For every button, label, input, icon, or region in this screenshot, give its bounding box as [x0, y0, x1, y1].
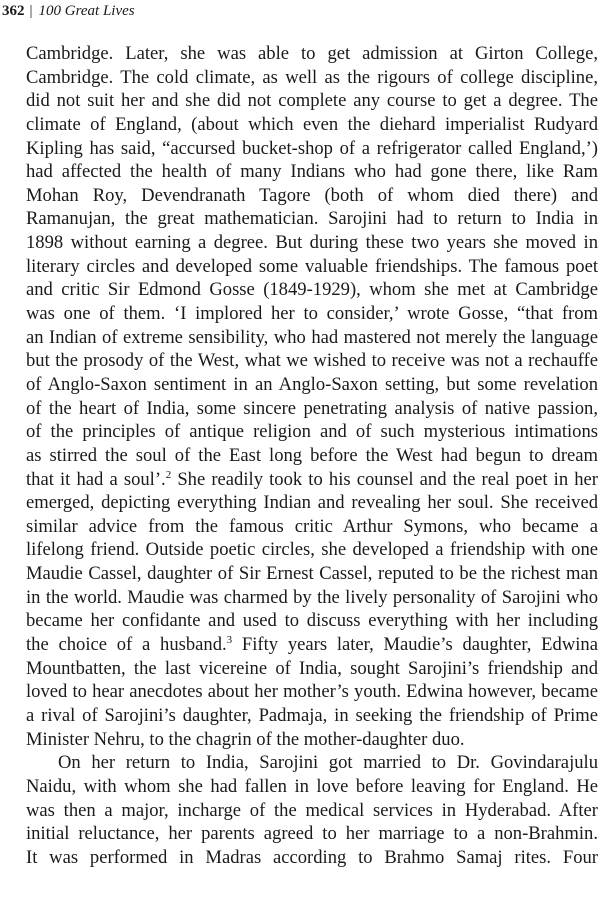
text-line: lifelong friend. Outside poetic circles, she developed a friendship with one: [26, 539, 598, 561]
text-line: emerged, depicting everything Indian and revealing her soul. She received: [26, 492, 598, 514]
text-line: loved to hear anecdotes about her mother’s youth. Edwina however, became: [26, 681, 598, 703]
text-line: was then a major, incharge of the medical services in Hyderabad. After: [26, 799, 598, 821]
text-line: a rival of Sarojini’s daughter, Padmaja, in seeking the friendship of Prime: [26, 704, 598, 726]
text-line: climate of England, (about which even the diehard imperialist Rudyard: [26, 113, 598, 135]
text-line: 1898 without earning a degree. But during these two years she moved in: [26, 232, 598, 254]
text-line: in the world. Maudie was charmed by the lively personality of Sarojini who: [26, 586, 598, 608]
text-fragment: Fifty years later, Maudie’s daughter, Edwina: [232, 634, 598, 656]
text-line: Mountbatten, the last vicereine of India, sought Sarojini’s friendship and: [26, 657, 598, 679]
text-line: literary circles and developed some valuable friendships. The famous poet: [26, 255, 598, 277]
text-line: Ramanujan, the great mathematician. Sarojini had to return to India in: [26, 208, 598, 230]
text-line: became her confidante and used to discuss everything with her including: [26, 610, 598, 632]
text-line: and critic Sir Edmond Gosse (1849-1929), whom she met at Cambridge: [26, 279, 598, 301]
text-line: but the prosody of the West, what we wished to receive was not a rechauffe: [26, 350, 598, 372]
text-line: Minister Nehru, to the chagrin of the mother-daughter duo.: [26, 728, 465, 750]
text-line: Naidu, with whom she had fallen in love before leaving for England. He: [26, 775, 598, 797]
running-head: [2, 0, 135, 22]
text-fragment: the choice of a husband.: [26, 634, 227, 656]
text-line: It was performed in Madras according to Brahmo Samaj rites. Four: [26, 846, 598, 868]
text-line: had affected the health of many Indians who had gone there, like Ram: [26, 161, 598, 183]
text-line: Maudie Cassel, daughter of Sir Ernest Cassel, reputed to be the richest man: [26, 563, 598, 585]
text-line: Cambridge. The cold climate, as well as the rigours of college discipline,: [26, 66, 598, 88]
text-line: Cambridge. Later, she was able to get admission at Girton College,: [26, 43, 598, 64]
book-title: 100 Great Lives: [38, 3, 135, 19]
text-line: Kipling has said, “accursed bucket-shop of a refrigerator called England,’): [26, 137, 598, 159]
text-line: similar advice from the famous critic Arthur Symons, who became a: [26, 515, 598, 537]
footnote-marker: 3: [226, 633, 233, 646]
footnote-marker: 2: [165, 468, 172, 481]
text-line: On her return to India, Sarojini got married to Dr. Govindarajulu: [58, 752, 598, 774]
paragraph: [26, 42, 598, 751]
text-line: Mohan Roy, Devendranath Tagore (both of whom died there) and: [26, 184, 598, 206]
text-fragment: She readily took to his counsel and the real poet in her: [171, 468, 598, 490]
body-text: [26, 42, 598, 869]
text-line: [26, 633, 598, 657]
text-line: [26, 468, 598, 492]
text-line: did not suit her and she did not complete any course to get a degree. The: [26, 90, 598, 112]
text-line: was one of them. ‘I implored her to consider,’ wrote Gosse, “that from: [26, 303, 598, 325]
text-line: initial reluctance, her parents agreed to her marriage to a non-Brahmin.: [26, 823, 598, 845]
paragraph: [26, 751, 598, 869]
text-fragment: that it had a soul’.: [26, 468, 166, 490]
text-line: of Anglo-Saxon sentiment in an Anglo-Saxon setting, but some revelation: [26, 373, 598, 395]
text-line: of the heart of India, some sincere penetrating analysis of native passion,: [26, 397, 598, 419]
text-line: of the principles of antique religion and of such mysterious intimations: [26, 421, 598, 443]
text-line: as stirred the soul of the East long before the West had begun to dream: [26, 444, 598, 466]
page-number: 362: [2, 3, 25, 19]
text-line: an Indian of extreme sensibility, who had mastered not merely the language: [26, 326, 598, 348]
header-separator: |: [29, 3, 33, 19]
